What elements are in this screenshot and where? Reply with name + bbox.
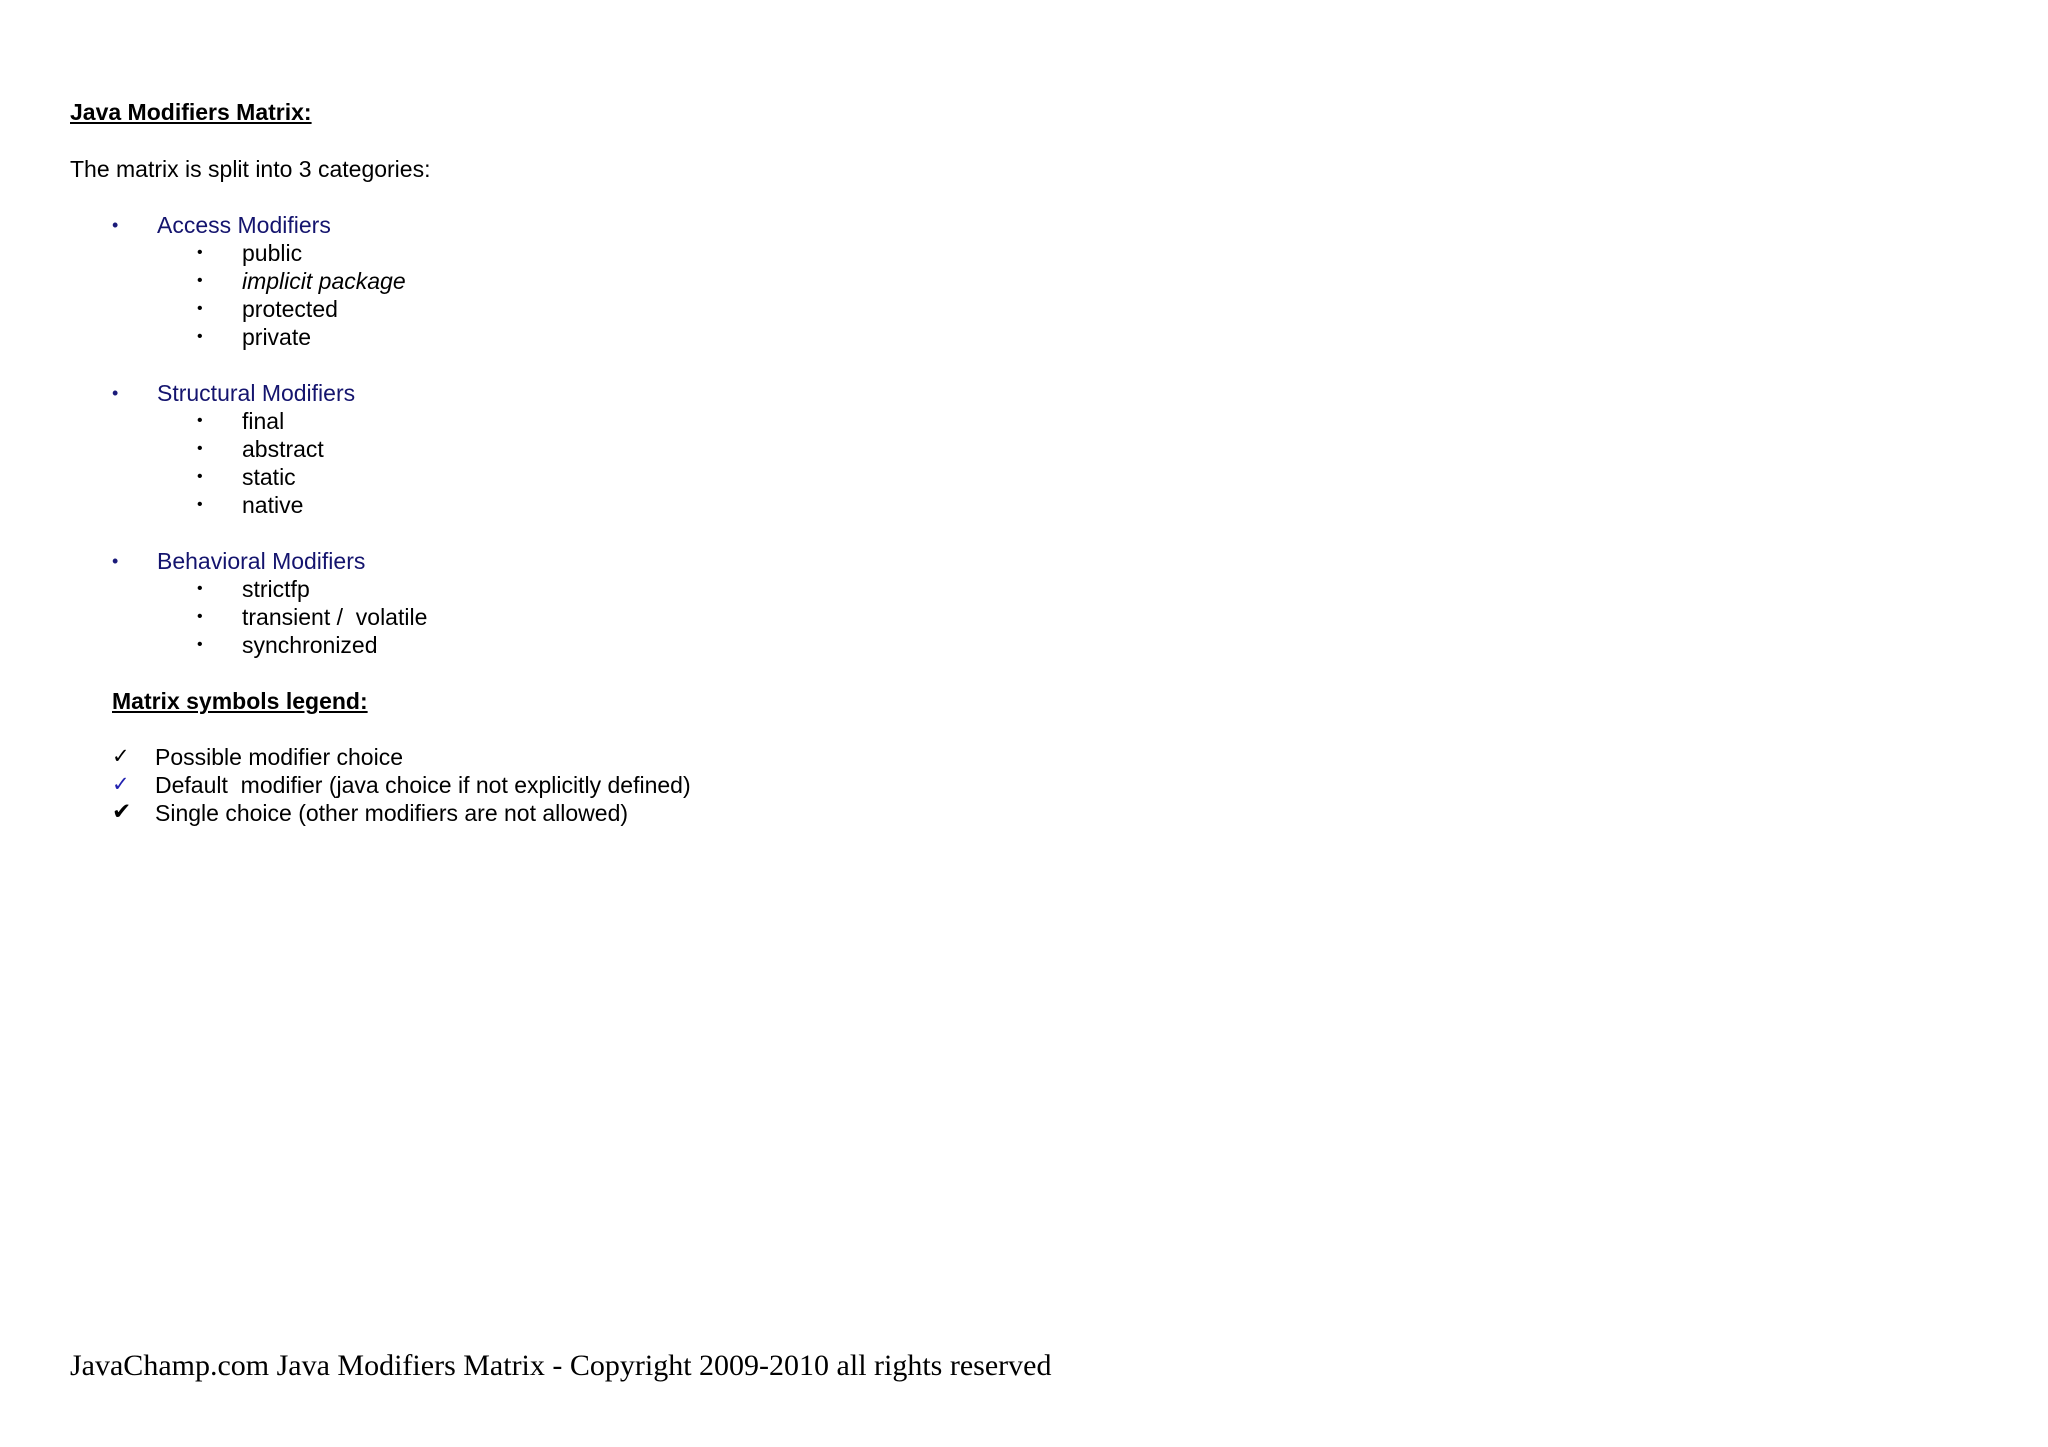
bullet-icon: • (197, 608, 203, 625)
modifier-label: abstract (242, 436, 324, 462)
modifier-label: static (242, 464, 296, 490)
legend-label: Possible modifier choice (155, 744, 404, 770)
category-label: Behavioral Modifiers (157, 548, 366, 574)
bullet-icon: • (197, 300, 203, 317)
copyright-footer: JavaChamp.com Java Modifiers Matrix - Copyright 2009-2010 all rights reserved (70, 1349, 1052, 1382)
bullet-icon: • (197, 636, 203, 653)
bullet-icon: • (197, 580, 203, 597)
modifier-label: protected (242, 296, 338, 322)
modifier-label: implicit package (242, 268, 406, 294)
modifier-label: final (242, 408, 285, 434)
checkmark-bold-icon: ✔ (112, 799, 132, 825)
checkmark-icon: ✓ (112, 744, 130, 768)
bullet-icon: • (197, 412, 203, 429)
modifier-label: strictfp (242, 576, 310, 602)
legend-label: Single choice (other modifiers are not allowed) (155, 800, 629, 826)
modifier-label: private (242, 324, 312, 350)
bullet-icon: • (112, 383, 119, 403)
bullet-icon: • (197, 440, 203, 457)
modifier-label: public (242, 240, 303, 266)
bullet-icon: • (197, 328, 203, 345)
bullet-icon: • (197, 272, 203, 289)
legend-title: Matrix symbols legend: (112, 688, 368, 714)
page-title: Java Modifiers Matrix: (70, 99, 312, 125)
modifier-label: transient / volatile (242, 604, 428, 630)
modifier-label: native (242, 492, 304, 518)
bullet-icon: • (197, 244, 203, 261)
bullet-icon: • (112, 215, 119, 235)
category-label: Access Modifiers (157, 212, 331, 238)
intro-text: The matrix is split into 3 categories: (70, 156, 431, 182)
bullet-icon: • (197, 496, 203, 513)
checkmark-default-icon: ✓ (112, 772, 130, 796)
modifier-label: synchronized (242, 632, 378, 658)
bullet-icon: • (112, 551, 119, 571)
bullet-icon: • (197, 468, 203, 485)
category-label: Structural Modifiers (157, 380, 356, 406)
legend-label: Default modifier (java choice if not explicitly defined) (155, 772, 691, 798)
